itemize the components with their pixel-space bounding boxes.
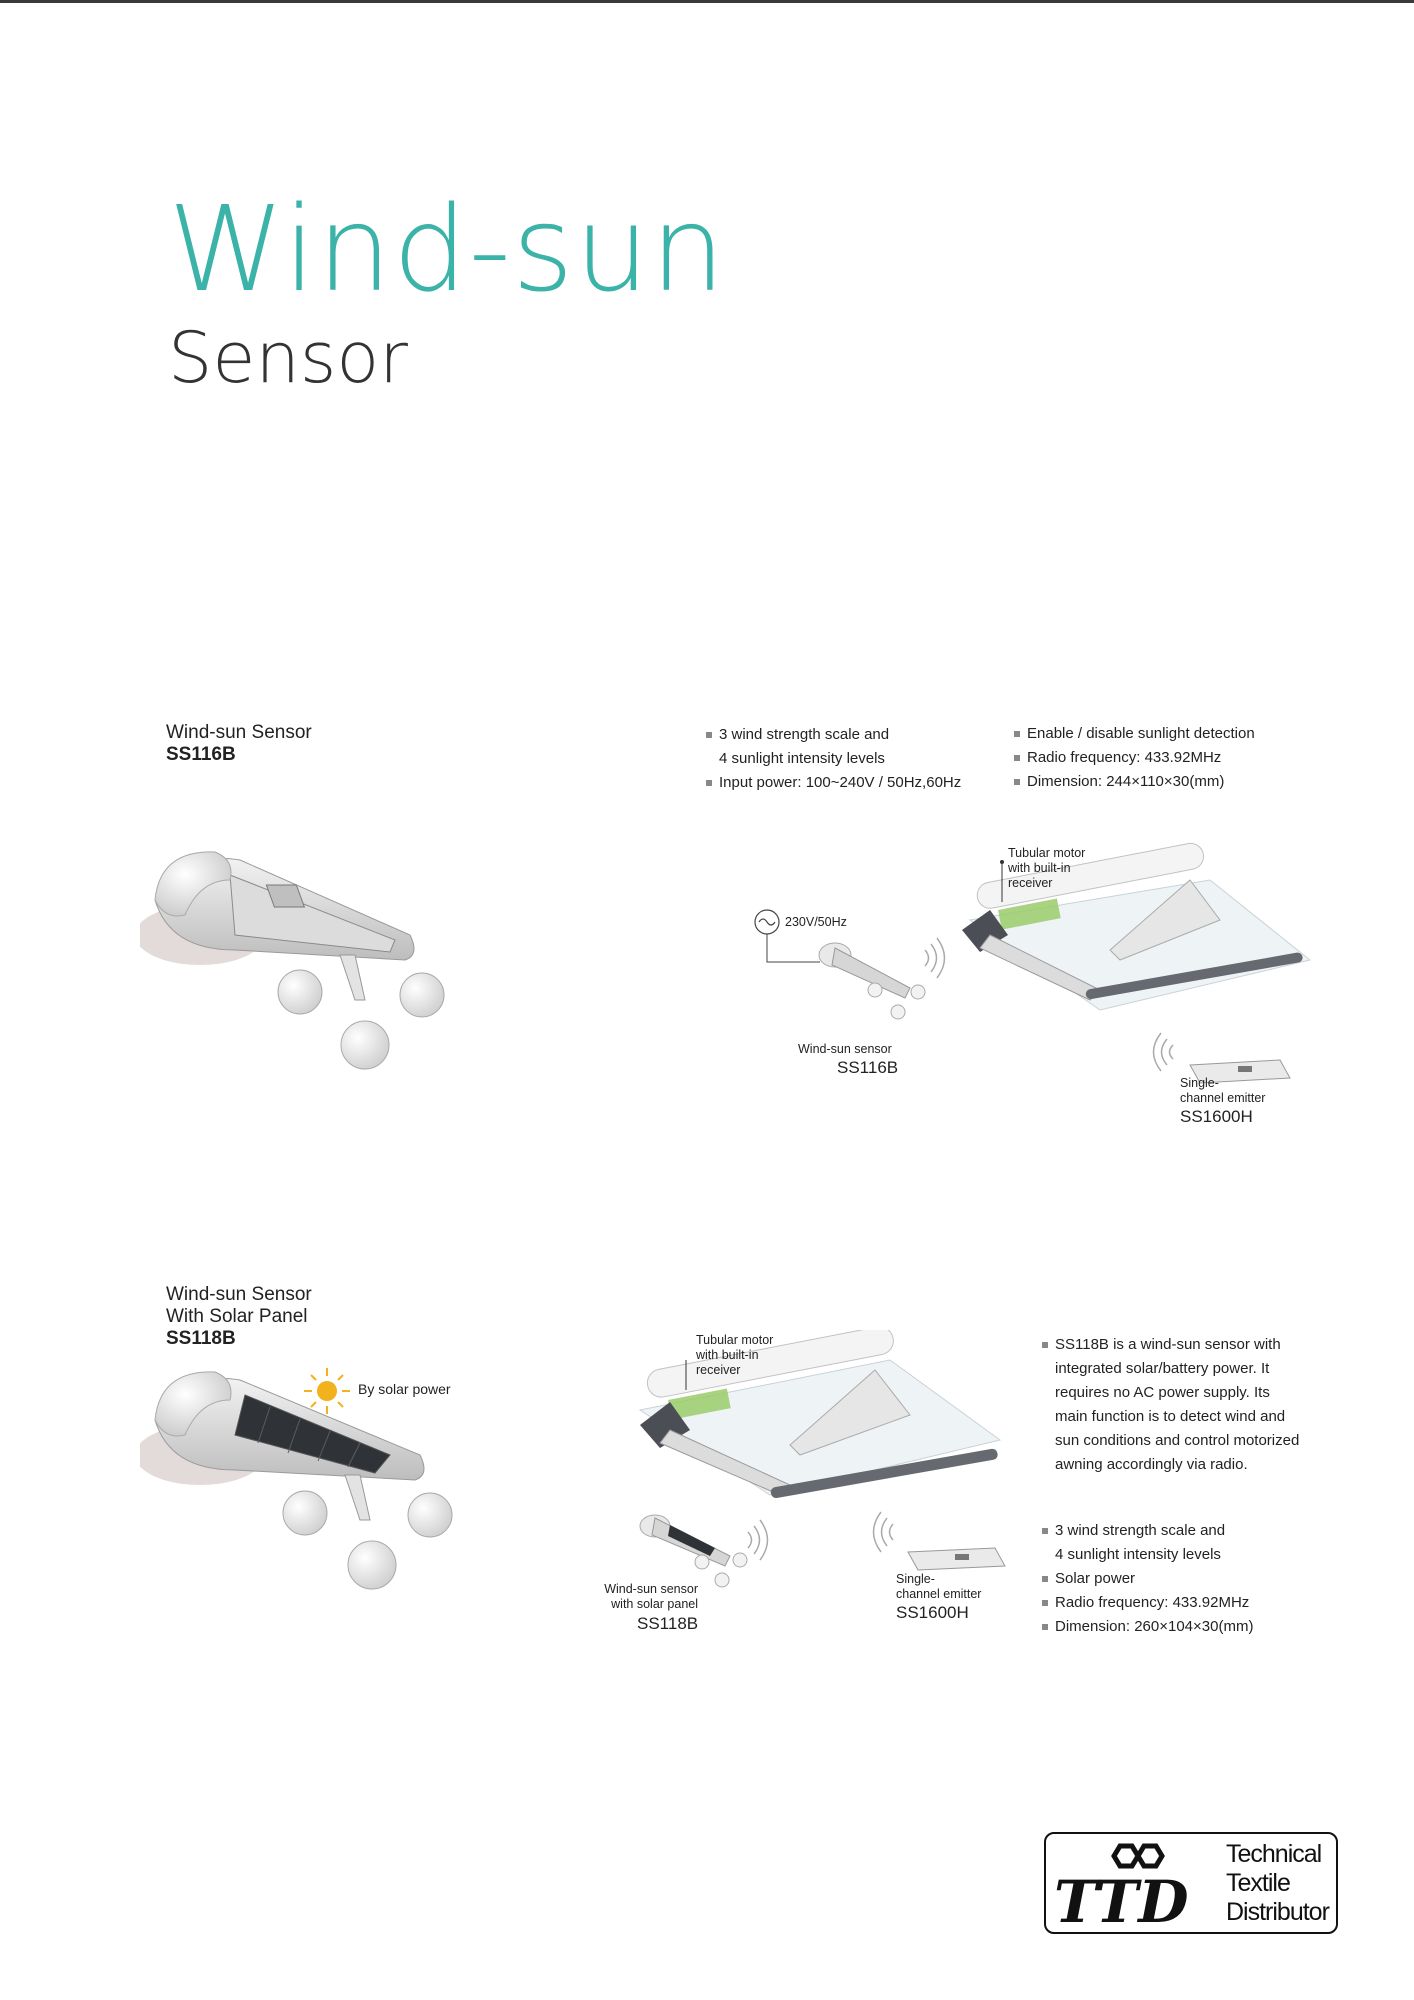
feature-item-continuation: 4 sunlight intensity levels xyxy=(1055,1546,1221,1563)
description-item: SS118B is a wind-sun sensor with xyxy=(1042,1333,1299,1357)
feature-item: Input power: 100~240V / 50Hz,60Hz xyxy=(706,771,961,795)
product2-features xyxy=(1042,1519,1253,1639)
p2-sensor-label xyxy=(598,1582,698,1612)
ttd-logo-mark xyxy=(1052,1842,1222,1926)
emitter-label-line: Single- xyxy=(1180,1076,1219,1090)
product2-name-line1: Wind-sun Sensor xyxy=(166,1284,312,1305)
product2-code: SS118B xyxy=(166,1328,236,1349)
motor-label-line: with built-in xyxy=(696,1348,759,1362)
ttd-logo xyxy=(1044,1832,1338,1934)
feature-item: Radio frequency: 433.92MHz xyxy=(1014,746,1255,770)
p1-emitter-code: SS1600H xyxy=(1180,1107,1253,1126)
description-line: integrated solar/battery power. It xyxy=(1055,1360,1270,1377)
description-line: sun conditions and control motorized xyxy=(1055,1432,1300,1449)
feature-item: Solar power xyxy=(1042,1567,1253,1591)
sensor-ss116b-image xyxy=(140,840,470,1090)
product2-title xyxy=(166,1284,312,1350)
sensor-label-line: with solar panel xyxy=(611,1597,698,1611)
description-line: awning accordingly via radio. xyxy=(1055,1456,1248,1473)
p1-emitter-label xyxy=(1180,1076,1265,1106)
logo-line3: Distributor xyxy=(1226,1898,1329,1926)
product2-name-line2: With Solar Panel xyxy=(166,1306,308,1327)
emitter-label-line: Single- xyxy=(896,1572,935,1586)
motor-label-line: receiver xyxy=(696,1363,741,1377)
product1-features-left xyxy=(706,723,961,795)
product1-name: Wind-sun Sensor xyxy=(166,722,312,743)
feature-item: Radio frequency: 433.92MHz xyxy=(1042,1591,1253,1615)
emitter-label-line: channel emitter xyxy=(896,1587,982,1601)
sensor-ss118b-image xyxy=(140,1355,480,1605)
page-title: Wind-sun xyxy=(168,180,727,318)
product1-title xyxy=(166,722,312,766)
ttd-mark-text: TTD xyxy=(1054,1868,1189,1926)
logo-line1: Technical xyxy=(1226,1840,1322,1868)
p2-motor-label xyxy=(696,1333,773,1378)
description-line: main function is to detect wind and xyxy=(1055,1408,1286,1425)
product2-description xyxy=(1042,1333,1299,1477)
sensor-label-line: Wind-sun sensor xyxy=(604,1582,698,1596)
p1-sensor-code: SS116B xyxy=(837,1058,899,1077)
feature-item: Dimension: 244×110×30(mm) xyxy=(1014,770,1255,794)
p2-emitter-code: SS1600H xyxy=(896,1603,969,1622)
p1-sensor-label: Wind-sun sensor xyxy=(798,1042,892,1056)
p1-power-label: 230V/50Hz xyxy=(785,915,847,929)
p2-emitter-label xyxy=(896,1572,981,1602)
feature-item-continuation: 4 sunlight intensity levels xyxy=(719,750,885,767)
page-subtitle: Sensor xyxy=(168,317,408,399)
feature-item: Dimension: 260×104×30(mm) xyxy=(1042,1615,1253,1639)
motor-label-line: with built-in xyxy=(1008,861,1071,875)
top-border xyxy=(0,0,1414,3)
product1-features-right xyxy=(1014,722,1255,794)
description-line: requires no AC power supply. Its xyxy=(1055,1384,1270,1401)
feature-item: Enable / disable sunlight detection xyxy=(1014,722,1255,746)
p1-motor-label xyxy=(1008,846,1085,891)
motor-label-line: receiver xyxy=(1008,876,1053,890)
p2-sensor-code: SS118B xyxy=(637,1614,699,1633)
logo-line2: Textile xyxy=(1226,1869,1290,1897)
product1-code: SS116B xyxy=(166,744,236,765)
solar-power-label: By solar power xyxy=(358,1381,451,1397)
motor-label-line: Tubular motor xyxy=(696,1333,774,1347)
motor-label-line: Tubular motor xyxy=(1008,846,1086,860)
feature-item: 3 wind strength scale and xyxy=(1042,1519,1253,1543)
feature-item: 3 wind strength scale and xyxy=(706,723,961,747)
ttd-logo-text xyxy=(1226,1840,1329,1927)
emitter-label-line: channel emitter xyxy=(1180,1091,1266,1105)
